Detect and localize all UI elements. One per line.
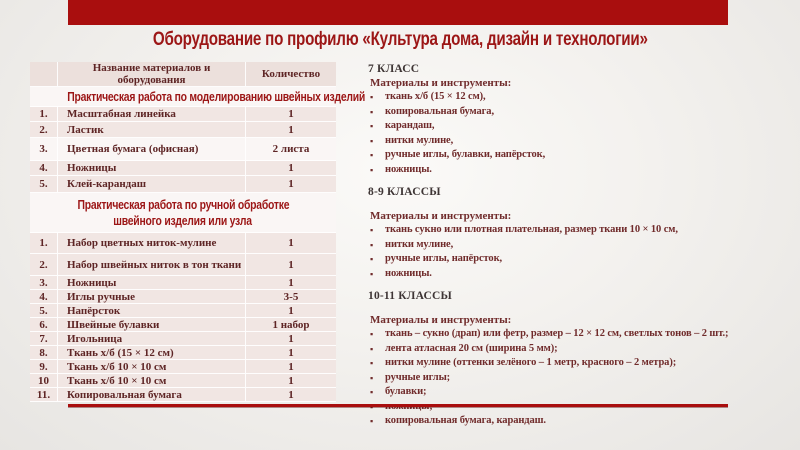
row-name: Набор цветных ниток-мулине xyxy=(58,233,246,254)
materials-list xyxy=(368,327,760,429)
list-item: ▪ копировальная бумага, xyxy=(368,105,760,120)
number-column-header xyxy=(30,62,58,87)
row-name: Иглы ручные xyxy=(58,290,246,304)
section-title-line1: Практическая работа по ручной обработке xyxy=(77,196,289,212)
table-row xyxy=(30,374,336,388)
row-qty: 1 xyxy=(246,176,336,193)
qty-column-header: Количество xyxy=(246,62,336,87)
list-item: ▪ ножницы. xyxy=(368,163,760,178)
table-row xyxy=(30,304,336,318)
list-item: ▪ нитки мулине (оттенки зелёного – 1 метр, красного – 2 метра); xyxy=(368,356,760,371)
bottom-accent-line xyxy=(68,404,728,407)
materials-subheading: Материалы и инструменты: xyxy=(370,314,512,326)
row-number: 5. xyxy=(30,176,58,193)
list-item: ▪ ручные иглы; xyxy=(368,371,760,386)
row-name: Цветная бумага (офисная) xyxy=(58,138,246,161)
list-item: ▪ нитки мулине, xyxy=(368,238,760,253)
row-name: Ткань х/б 10 × 10 см xyxy=(58,360,246,374)
table-row xyxy=(30,388,336,402)
row-number: 4. xyxy=(30,161,58,176)
row-qty: 1 xyxy=(246,332,336,346)
row-number: 6. xyxy=(30,318,58,332)
row-number: 3. xyxy=(30,138,58,161)
row-name: Набор швейных ниток в тон ткани xyxy=(58,254,246,276)
table-row xyxy=(30,346,336,360)
row-number: 2. xyxy=(30,254,58,276)
table-row xyxy=(30,254,336,276)
table-row xyxy=(30,318,336,332)
table-row xyxy=(30,122,336,138)
section-title: Практическая работа по моделированию швейных изделий xyxy=(67,88,366,104)
row-name: Игольница xyxy=(58,332,246,346)
slide-title xyxy=(0,29,800,51)
materials-subheading: Материалы и инструменты: xyxy=(370,210,512,222)
row-number: 3. xyxy=(30,276,58,290)
row-qty: 1 xyxy=(246,346,336,360)
class-heading: 8-9 КЛАССЫ xyxy=(368,186,441,198)
name-column-header: Название материалов и оборудования xyxy=(58,62,246,87)
list-item: ▪ ножницы. xyxy=(368,267,760,282)
row-qty: 3-5 xyxy=(246,290,336,304)
list-item: ▪ лента атласная 20 см (ширина 5 мм); xyxy=(368,342,760,357)
table-row xyxy=(30,107,336,122)
row-name: Ткань х/б 10 × 10 см xyxy=(58,374,246,388)
equipment-table xyxy=(30,62,366,402)
row-name: Ножницы xyxy=(58,276,246,290)
row-number: 5. xyxy=(30,304,58,318)
row-name: Ткань х/б (15 × 12 см) xyxy=(58,346,246,360)
row-name: Ластик xyxy=(58,122,246,138)
row-qty: 1 xyxy=(246,233,336,254)
row-name: Копировальная бумага xyxy=(58,388,246,402)
materials-list xyxy=(368,90,760,177)
table-row xyxy=(30,276,336,290)
row-number: 10 xyxy=(30,374,58,388)
materials-list xyxy=(368,223,760,281)
list-item: ▪ ручные иглы, напёрсток, xyxy=(368,252,760,267)
row-qty: 1 xyxy=(246,161,336,176)
row-qty: 1 xyxy=(246,304,336,318)
table-row xyxy=(30,138,336,161)
row-qty: 1 xyxy=(246,107,336,122)
row-name: Клей-карандаш xyxy=(58,176,246,193)
table-row xyxy=(30,233,336,254)
list-item: ▪ ткань сукно или плотная плательная, размер ткани 10 × 10 см, xyxy=(368,223,760,238)
row-qty: 1 xyxy=(246,374,336,388)
table-row xyxy=(30,161,336,176)
table-header-row xyxy=(30,62,336,87)
row-qty: 1 набор xyxy=(246,318,336,332)
class-materials-panel xyxy=(368,63,760,438)
row-number: 1. xyxy=(30,107,58,122)
row-qty: 1 xyxy=(246,388,336,402)
class-heading: 7 КЛАСС xyxy=(368,63,420,75)
row-name: Масштабная линейка xyxy=(58,107,246,122)
row-name: Швейные булавки xyxy=(58,318,246,332)
list-item: ▪ карандаш, xyxy=(368,119,760,134)
list-item: ▪ ткань х/б (15 × 12 см), xyxy=(368,90,760,105)
top-accent-bar xyxy=(68,0,728,25)
row-qty: 2 листа xyxy=(246,138,336,161)
row-number: 7. xyxy=(30,332,58,346)
row-number: 11. xyxy=(30,388,58,402)
class-section-7 xyxy=(368,63,760,177)
row-number: 2. xyxy=(30,122,58,138)
class-section-10-11 xyxy=(368,290,760,429)
list-item: ▪ ручные иглы, булавки, напёрсток, xyxy=(368,148,760,163)
section-title-line2: швейного изделия или узла xyxy=(113,212,253,228)
class-section-8-9 xyxy=(368,186,760,281)
row-qty: 1 xyxy=(246,360,336,374)
row-qty: 1 xyxy=(246,122,336,138)
row-number: 8. xyxy=(30,346,58,360)
row-number: 4. xyxy=(30,290,58,304)
slide-title-text: Оборудование по профилю «Культура дома, дизайн и технологии» xyxy=(152,29,648,50)
table-row xyxy=(30,176,336,193)
table-row xyxy=(30,332,336,346)
table-row xyxy=(30,360,336,374)
row-number: 9. xyxy=(30,360,58,374)
list-item: ▪ нитки мулине, xyxy=(368,134,760,149)
list-item: ▪ булавки; xyxy=(368,385,760,400)
row-name: Напёрсток xyxy=(58,304,246,318)
list-item: ▪ копировальная бумага, карандаш. xyxy=(368,414,760,429)
row-number: 1. xyxy=(30,233,58,254)
table-section-header xyxy=(30,193,336,233)
table-row xyxy=(30,290,336,304)
row-name: Ножницы xyxy=(58,161,246,176)
row-qty: 1 xyxy=(246,276,336,290)
class-heading: 10-11 КЛАССЫ xyxy=(368,290,453,302)
table-section-header xyxy=(30,87,336,107)
row-qty: 1 xyxy=(246,254,336,276)
list-item: ▪ ткань – сукно (драп) или фетр, размер – 12 × 12 см, светлых тонов – 2 шт.; xyxy=(368,327,760,342)
materials-subheading: Материалы и инструменты: xyxy=(370,77,512,89)
